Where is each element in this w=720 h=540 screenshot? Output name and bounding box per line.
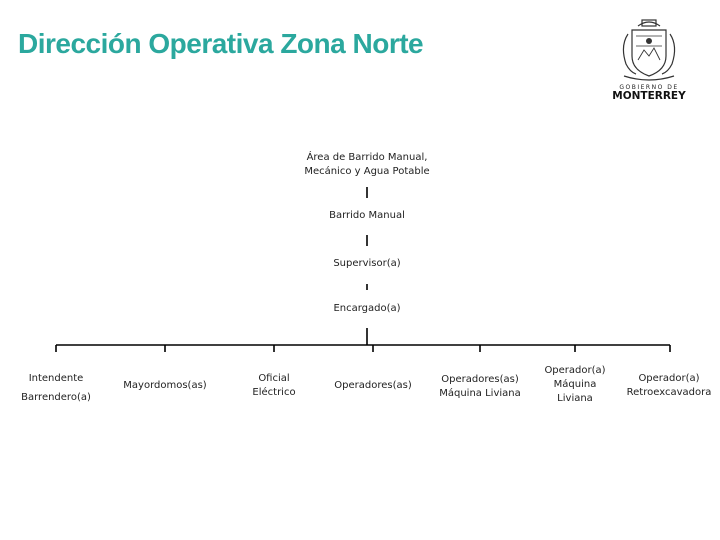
logo-subtitle: GOBIERNO DE — [619, 84, 679, 91]
org-leaf-operador-retroexcavadora: Operador(a) Retroexcavadora — [626, 373, 712, 398]
org-node-barrido-manual: Barrido Manual — [329, 210, 405, 221]
page-title: Dirección Operativa Zona Norte — [18, 28, 424, 59]
logo-city-name: MONTERREY — [612, 90, 686, 102]
org-leaf-intendente: Intendente Barrendero(a) — [21, 373, 91, 403]
org-leaf-operador-maquina-liviana: Operador(a) Máquina Liviana — [544, 365, 606, 404]
org-node-root: Área de Barrido Manual, Mecánico y Agua Potable — [304, 152, 430, 177]
org-leaf-oficial-electrico: Oficial Eléctrico — [252, 373, 296, 398]
org-node-supervisor: Supervisor(a) — [333, 258, 401, 269]
org-leaf-mayordomos: Mayordomos(as) — [123, 380, 207, 391]
org-leaf-operadores-maquina-liviana: Operadores(as) Máquina Liviana — [439, 374, 521, 399]
org-node-encargado: Encargado(a) — [333, 303, 401, 314]
org-leaf-operadores: Operadores(as) — [334, 380, 412, 391]
